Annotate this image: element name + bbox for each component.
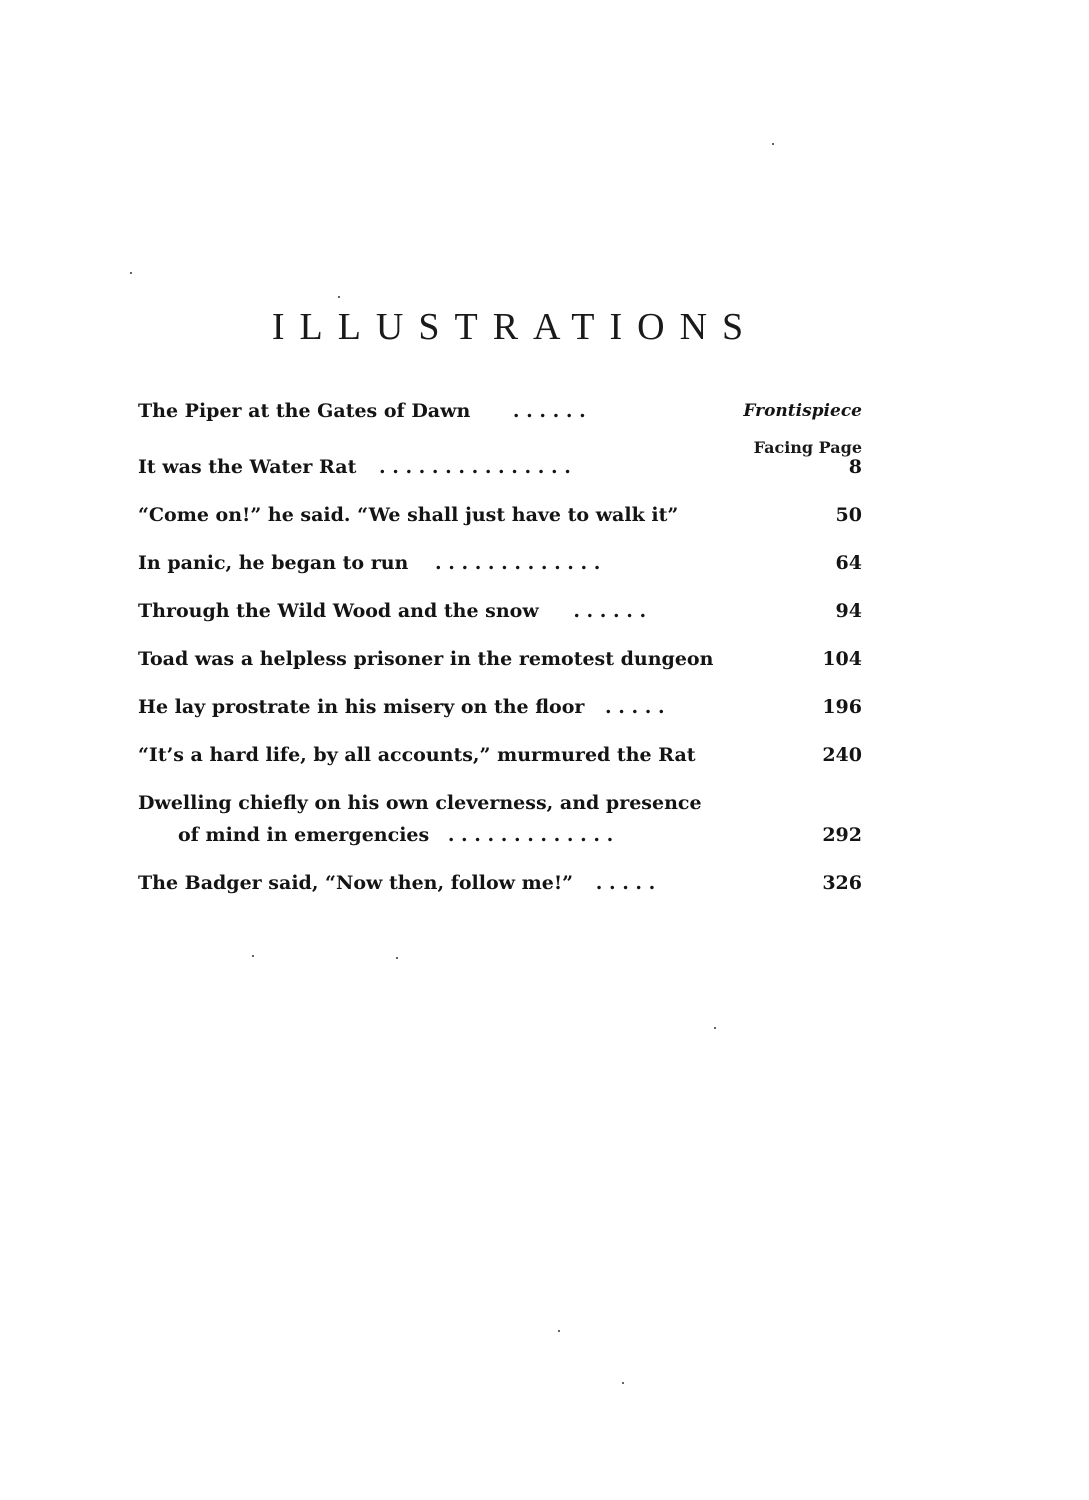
dot-leader: . . . . . . . . . . . . . <box>447 824 614 846</box>
page-number: 104 <box>822 648 862 670</box>
facing-page-label: Facing Page <box>753 438 862 457</box>
list-item <box>138 396 862 426</box>
dot-leader: . . . . . . . . . . . . . . . <box>378 456 571 478</box>
dot-leader: . . . . . . <box>512 400 586 422</box>
illustrations-list <box>138 396 862 898</box>
entry-title: “Come on!” he said. “We shall just have to walk it” <box>138 504 679 526</box>
scan-speck <box>772 143 774 145</box>
entry-title: The Piper at the Gates of Dawn <box>138 400 471 422</box>
scan-speck <box>622 1382 624 1384</box>
list-item <box>138 548 862 578</box>
entry-title: In panic, he began to run <box>138 552 409 574</box>
scan-speck <box>130 272 132 274</box>
scan-speck <box>714 1027 716 1029</box>
page-number: Frontispiece <box>743 401 862 421</box>
entry-title: The Badger said, “Now then, follow me!” <box>138 872 574 894</box>
entry-title: It was the Water Rat <box>138 456 357 478</box>
scan-speck <box>338 296 340 298</box>
page-number: 196 <box>822 696 862 718</box>
page-number: 64 <box>835 552 862 574</box>
list-item <box>138 596 862 626</box>
scan-speck <box>252 955 254 957</box>
page-number: 94 <box>835 600 862 622</box>
list-item <box>138 868 862 898</box>
entry-title: Through the Wild Wood and the snow <box>138 600 539 622</box>
page-number: 292 <box>822 824 862 846</box>
dot-leader: . . . . . <box>595 872 656 894</box>
entry-title-continued: of mind in emergencies <box>178 824 430 846</box>
list-item <box>138 644 862 674</box>
list-item <box>138 740 862 770</box>
page-title: ILLUSTRATIONS <box>271 306 759 348</box>
list-item <box>138 692 862 722</box>
page-number: 8 <box>848 456 862 478</box>
scan-speck <box>396 957 398 959</box>
dot-leader: . . . . . . . . . . . . . <box>435 552 601 574</box>
entry-title: He lay prostrate in his misery on the floor <box>138 696 585 718</box>
entry-title: Toad was a helpless prisoner in the remotest dungeon <box>138 648 714 670</box>
entry-title: “It’s a hard life, by all accounts,” murmured the Rat <box>138 744 696 766</box>
list-item <box>138 500 862 530</box>
page-number: 240 <box>822 744 862 766</box>
page-number: 326 <box>822 872 862 894</box>
list-item <box>138 452 862 482</box>
entry-title: Dwelling chiefly on his own cleverness, and presence <box>138 792 702 814</box>
page-number: 50 <box>835 504 862 526</box>
list-item <box>138 788 862 818</box>
dot-leader: . . . . . <box>605 696 665 718</box>
scan-speck <box>558 1330 560 1332</box>
list-item-continuation <box>138 820 862 850</box>
dot-leader: . . . . . . <box>573 600 647 622</box>
